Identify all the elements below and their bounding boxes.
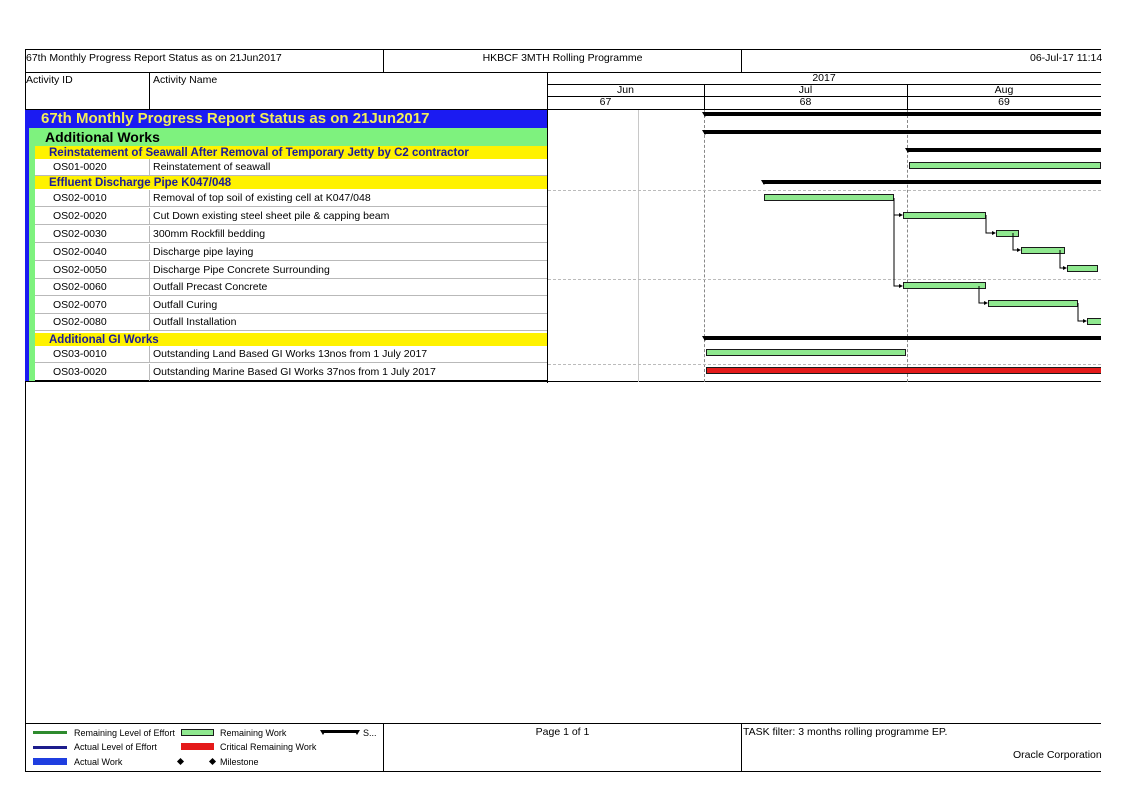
activity-name: Discharge Pipe Concrete Surrounding xyxy=(153,264,330,276)
legend-label: Actual Level of Effort xyxy=(74,742,157,752)
footer-top-line xyxy=(25,723,1101,724)
wbs-group-gi-works-label: Additional GI Works xyxy=(49,334,159,346)
activity-name: Removal of top soil of existing cell at K047/048 xyxy=(153,192,371,204)
activity-name: Outfall Installation xyxy=(153,316,237,328)
summary-marker-icon xyxy=(320,730,326,735)
wbs-additional-works-label: Additional Works xyxy=(45,129,160,145)
title-band-text: 67th Monthly Progress Report Status as on 21Jun2017 xyxy=(41,110,430,127)
activity-id: OS02-0030 xyxy=(53,228,107,240)
timescale-year: 2017 xyxy=(812,72,836,84)
activity-id: OS02-0060 xyxy=(53,281,107,293)
timescale-month-jul: Jul xyxy=(798,84,813,96)
footer-filter: TASK filter: 3 months rolling programme EP. xyxy=(743,726,948,738)
activity-id: OS02-0080 xyxy=(53,316,107,328)
column-header-activity-id[interactable]: Activity ID xyxy=(26,74,73,86)
activity-name: Outfall Curing xyxy=(153,299,218,311)
footer-divider-2 xyxy=(741,723,742,772)
activity-id: OS02-0020 xyxy=(53,210,107,222)
timescale-period-68: 68 xyxy=(799,96,812,108)
activity-name: Cut Down existing steel sheet pile & capping beam xyxy=(153,210,390,222)
header-programme-name: HKBCF 3MTH Rolling Programme xyxy=(482,52,643,64)
activity-name: Outstanding Marine Based GI Works 37nos from 1 July 2017 xyxy=(153,366,436,378)
legend-label: Remaining Level of Effort xyxy=(74,728,175,738)
activity-name: Discharge pipe laying xyxy=(153,246,254,258)
footer-company: Oracle Corporation xyxy=(1013,749,1102,761)
legend-label: S... xyxy=(363,728,377,738)
legend-swatch-remaining-work xyxy=(181,729,214,736)
timescale-period-67: 67 xyxy=(599,96,612,108)
legend-label: Milestone xyxy=(220,757,259,767)
activity-name: Outstanding Land Based GI Works 13nos from 1 July 2017 xyxy=(153,348,428,360)
legend-swatch-critical xyxy=(181,743,214,750)
activity-name: Outfall Precast Concrete xyxy=(153,281,268,293)
legend-swatch-summary xyxy=(322,730,358,733)
activity-id: OS02-0070 xyxy=(53,299,107,311)
summary-marker-icon xyxy=(354,730,360,735)
header-report-title: 67th Monthly Progress Report Status as on 21Jun2017 xyxy=(26,52,282,64)
activity-name: Reinstatement of seawall xyxy=(153,161,271,173)
activity-id: OS03-0020 xyxy=(53,366,107,378)
wbs-group-seawall-label: Reinstatement of Seawall After Removal of Temporary Jetty by C2 contractor xyxy=(49,147,469,159)
activity-id: OS03-0010 xyxy=(53,348,107,360)
legend-label: Remaining Work xyxy=(220,728,287,738)
activity-id: OS02-0050 xyxy=(53,264,107,276)
legend-swatch-remaining-loe xyxy=(33,731,67,734)
activity-id: OS01-0020 xyxy=(53,161,107,173)
wbs-group-effluent-label: Effluent Discharge Pipe K047/048 xyxy=(49,177,232,189)
timescale-month-jun: Jun xyxy=(617,84,634,96)
footer-page-number: Page 1 of 1 xyxy=(535,726,590,738)
activity-id: OS02-0040 xyxy=(53,246,107,258)
legend-swatch-actual-work xyxy=(33,758,67,765)
legend-label: Critical Remaining Work xyxy=(220,742,317,752)
legend-label: Actual Work xyxy=(74,757,123,767)
legend-swatch-actual-loe xyxy=(33,746,67,749)
timescale-month-aug: Aug xyxy=(994,84,1014,96)
header-date: 06-Jul-17 11:14 xyxy=(1030,52,1103,64)
activity-name: 300mm Rockfill bedding xyxy=(153,228,266,240)
activity-id: OS02-0010 xyxy=(53,192,107,204)
column-header-activity-name[interactable]: Activity Name xyxy=(153,74,218,86)
timescale-period-69: 69 xyxy=(998,96,1010,108)
